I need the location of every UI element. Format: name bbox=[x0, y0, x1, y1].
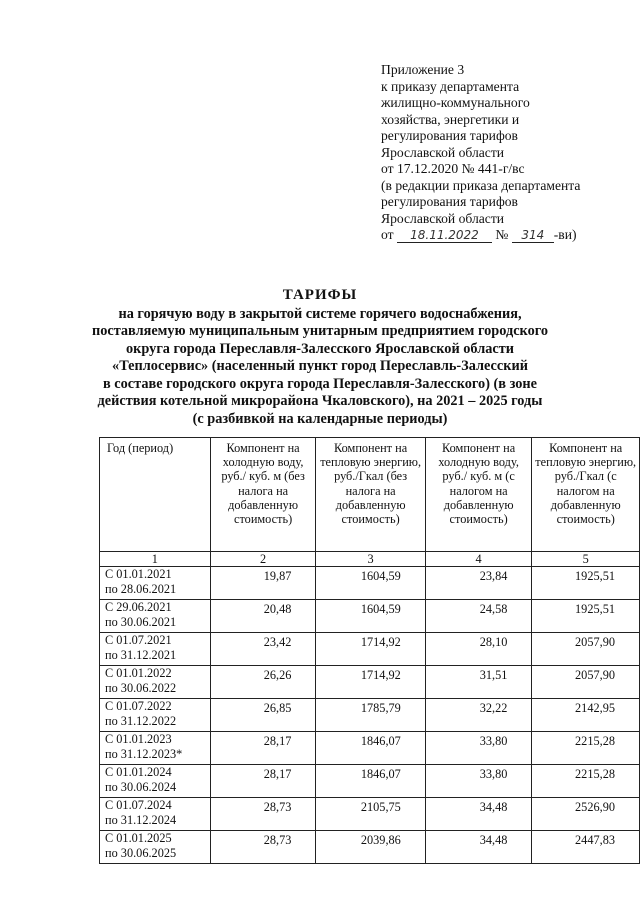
period-from: С 01.01.2024 bbox=[105, 765, 172, 779]
appendix-line: от 17.12.2020 № 441-г/вс bbox=[381, 161, 525, 176]
cold-no-vat-cell: 28,17 bbox=[210, 765, 316, 798]
column-number: 2 bbox=[210, 552, 316, 567]
cold-no-vat-cell: 28,73 bbox=[210, 798, 316, 831]
period-to: по 31.12.2023* bbox=[105, 746, 183, 761]
title-line: в составе городского округа города Переславля-Залесского) (в зоне bbox=[103, 375, 537, 392]
period-cell bbox=[100, 666, 211, 699]
heat-vat-cell: 1925,51 bbox=[532, 567, 640, 600]
appendix-prefix: от bbox=[381, 227, 394, 242]
period-to: по 28.06.2021 bbox=[105, 581, 177, 596]
period-from: С 29.06.2021 bbox=[105, 600, 172, 614]
heat-no-vat-cell: 1714,92 bbox=[316, 666, 425, 699]
period-from: С 01.07.2021 bbox=[105, 633, 172, 647]
heat-vat-cell: 2447,83 bbox=[532, 831, 640, 864]
title-line: на горячую воду в закрытой системе горячего водоснабжения, bbox=[118, 305, 522, 322]
period-to: по 30.06.2025 bbox=[105, 845, 177, 860]
tariff-table bbox=[99, 437, 640, 864]
header-period: Год (период) bbox=[100, 438, 211, 552]
header-cold-vat: Компонент на холодную воду, руб./ куб. м (с налогом на добавленную стоимость) bbox=[425, 438, 532, 552]
period-to: по 31.12.2021 bbox=[105, 647, 177, 662]
table-row bbox=[100, 600, 640, 633]
header-cold-no-vat: Компонент на холодную воду, руб./ куб. м (без налога на добавленную стоимость) bbox=[210, 438, 316, 552]
cold-no-vat-cell: 28,73 bbox=[210, 831, 316, 864]
column-number: 4 bbox=[425, 552, 532, 567]
appendix-line: к приказу департамента bbox=[381, 78, 520, 94]
cold-no-vat-cell: 23,42 bbox=[210, 633, 316, 666]
title-main: ТАРИФЫ bbox=[282, 287, 358, 303]
heat-vat-cell: 2057,90 bbox=[532, 633, 640, 666]
cold-no-vat-cell: 26,85 bbox=[210, 699, 316, 732]
header-heat-no-vat: Компонент на тепловую энергию, руб./Гкал (без налога на добавленную стоимость) bbox=[316, 438, 425, 552]
cold-vat-cell: 32,22 bbox=[425, 699, 532, 732]
title-line: (с разбивкой на календарные периоды) bbox=[192, 410, 448, 427]
heat-no-vat-cell: 1846,07 bbox=[316, 765, 425, 798]
table-row bbox=[100, 699, 640, 732]
period-to: по 31.12.2022 bbox=[105, 713, 177, 728]
period-to: по 31.12.2024 bbox=[105, 812, 177, 827]
document-title bbox=[0, 287, 640, 428]
period-to: по 30.06.2022 bbox=[105, 680, 177, 695]
period-cell bbox=[100, 798, 211, 831]
cold-vat-cell: 34,48 bbox=[425, 798, 532, 831]
cold-no-vat-cell: 20,48 bbox=[210, 600, 316, 633]
cold-no-vat-cell: 19,87 bbox=[210, 567, 316, 600]
table-row bbox=[100, 666, 640, 699]
heat-no-vat-cell: 1714,92 bbox=[316, 633, 425, 666]
cold-vat-cell: 23,84 bbox=[425, 567, 532, 600]
handwritten-number: 314 bbox=[512, 229, 554, 243]
period-cell bbox=[100, 699, 211, 732]
heat-vat-cell: 2215,28 bbox=[532, 765, 640, 798]
heat-vat-cell: 1925,51 bbox=[532, 600, 640, 633]
heat-vat-cell: 2526,90 bbox=[532, 798, 640, 831]
appendix-line: (в редакции приказа департамента bbox=[381, 177, 581, 193]
period-to: по 30.06.2021 bbox=[105, 614, 177, 629]
appendix-line: Приложение 3 bbox=[381, 62, 465, 77]
heat-no-vat-cell: 1846,07 bbox=[316, 732, 425, 765]
heat-vat-cell: 2142,95 bbox=[532, 699, 640, 732]
period-to: по 30.06.2024 bbox=[105, 779, 177, 794]
heat-no-vat-cell: 1785,79 bbox=[316, 699, 425, 732]
appendix-line: регулирования тарифов bbox=[381, 128, 518, 143]
heat-no-vat-cell: 1604,59 bbox=[316, 567, 425, 600]
header-heat-vat: Компонент на тепловую энергию, руб./Гкал (с налогом на добавленную стоимость) bbox=[532, 438, 640, 552]
period-from: С 01.01.2022 bbox=[105, 666, 172, 680]
column-number: 3 bbox=[316, 552, 425, 567]
cold-vat-cell: 34,48 bbox=[425, 831, 532, 864]
title-line: «Теплосервис» (населенный пункт город Переславль-Залесский bbox=[112, 358, 528, 374]
appendix-line: жилищно-коммунального bbox=[381, 95, 530, 110]
table-row bbox=[100, 798, 640, 831]
cold-vat-cell: 33,80 bbox=[425, 732, 532, 765]
appendix-line: Ярославской области bbox=[381, 144, 505, 160]
heat-no-vat-cell: 2105,75 bbox=[316, 798, 425, 831]
column-number: 5 bbox=[532, 552, 640, 567]
period-from: С 01.07.2024 bbox=[105, 798, 172, 812]
title-line: округа города Переславля-Залесского Ярославской области bbox=[126, 340, 514, 357]
cold-vat-cell: 33,80 bbox=[425, 765, 532, 798]
period-from: С 01.01.2025 bbox=[105, 831, 172, 845]
handwritten-date: 18.11.2022 bbox=[397, 229, 492, 243]
heat-vat-cell: 2057,90 bbox=[532, 666, 640, 699]
cold-no-vat-cell: 28,17 bbox=[210, 732, 316, 765]
appendix-line: хозяйства, энергетики и bbox=[381, 111, 520, 127]
period-cell bbox=[100, 831, 211, 864]
title-line: поставляемую муниципальным унитарным предприятием городского bbox=[91, 323, 549, 339]
appendix-block bbox=[381, 62, 580, 244]
cold-vat-cell: 31,51 bbox=[425, 666, 532, 699]
column-number-row bbox=[100, 552, 640, 567]
period-cell bbox=[100, 765, 211, 798]
appendix-line: Ярославской области bbox=[381, 210, 505, 226]
period-from: С 01.01.2023 bbox=[105, 732, 172, 746]
table-row bbox=[100, 831, 640, 864]
table-header-row bbox=[100, 438, 640, 552]
table-row bbox=[100, 567, 640, 600]
heat-no-vat-cell: 2039,86 bbox=[316, 831, 425, 864]
appendix-last-line bbox=[381, 227, 580, 244]
cold-vat-cell: 24,58 bbox=[425, 600, 532, 633]
appendix-line: регулирования тарифов bbox=[381, 194, 518, 209]
period-cell bbox=[100, 633, 211, 666]
period-from: С 01.01.2021 bbox=[105, 567, 172, 581]
heat-vat-cell: 2215,28 bbox=[532, 732, 640, 765]
period-cell bbox=[100, 732, 211, 765]
period-cell bbox=[100, 567, 211, 600]
number-sign: № bbox=[495, 227, 509, 242]
cold-vat-cell: 28,10 bbox=[425, 633, 532, 666]
table-row bbox=[100, 633, 640, 666]
heat-no-vat-cell: 1604,59 bbox=[316, 600, 425, 633]
table-row bbox=[100, 732, 640, 765]
title-line: действия котельной микрорайона Чкаловского), на 2021 – 2025 годы bbox=[97, 393, 543, 409]
appendix-suffix: -ви) bbox=[553, 227, 577, 242]
table-row bbox=[100, 765, 640, 798]
column-number: 1 bbox=[100, 552, 211, 567]
period-cell bbox=[100, 600, 211, 633]
period-from: С 01.07.2022 bbox=[105, 699, 172, 713]
cold-no-vat-cell: 26,26 bbox=[210, 666, 316, 699]
